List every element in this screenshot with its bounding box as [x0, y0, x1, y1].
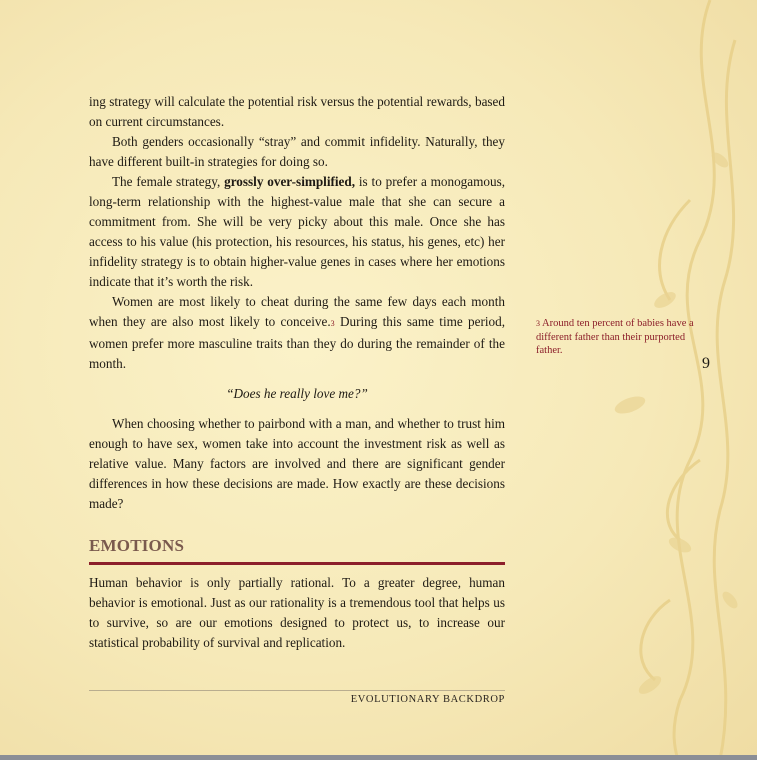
decorative-vine [560, 0, 757, 760]
paragraph-6: Human behavior is only partially rational. To a greater degree, human behavior is emotional. Just as our rationality is a tremendous tool that helps us to survive, so are our emotions designed to protect us, to increase our statistical probability of survival and replication. [89, 575, 505, 650]
footer-rule [89, 690, 505, 691]
section-heading: EMOTIONS [89, 536, 185, 555]
paragraph-3-start: The female strategy, [112, 174, 225, 189]
main-text-column [89, 92, 505, 653]
running-footer: EVOLUTIONARY BACKDROP [350, 694, 505, 705]
sidenote-text: Around ten percent of babies have a different father than their purported father. [536, 318, 694, 356]
paragraph-4 [89, 292, 505, 374]
viewer-bottom-edge [0, 755, 757, 760]
paragraph-3 [89, 172, 505, 292]
paragraph-4-rest: During this same time period, women prefer more masculine traits than they do during the remainder of the month. [89, 314, 506, 371]
footnote-ref[interactable]: 3 [330, 319, 335, 328]
page-number: 9 [702, 355, 710, 372]
paragraph-1: ing strategy will calculate the potential risk versus the potential rewards, based on current circumstances. [89, 94, 505, 129]
sidenote [536, 317, 706, 358]
paragraph-2: Both genders occasionally “stray” and commit infidelity. Naturally, they have different built-in strategies for doing so. [89, 134, 505, 169]
pull-quote: “Does he really love me?” [226, 386, 368, 401]
paragraph-4-start: Women are most likely to cheat during the same few days each month when they are also most likely to conceive. [89, 294, 505, 329]
heading-rule [89, 562, 505, 565]
sidenote-number: 3 [536, 319, 540, 328]
paragraph-5: When choosing whether to pairbond with a man, and whether to trust him enough to have sex, women take into account the investment risk as well as relative value. Many factors are involved and there are significant gender differences in how these decisions are made. How exactly are these decisions made? [89, 416, 505, 511]
paragraph-3-rest: is to prefer a monogamous, long-term relationship with the highest-value male that she can secure a commitment from. She will be very picky about this male. Once she has access to his value (his protection, his resources, his status, his genes, etc) her infidelity strategy is to obtain higher-value genes in cases where her emotions indicate that it’s worth the risk. [89, 174, 505, 289]
bold-phrase: grossly over-simplified, [224, 174, 356, 189]
